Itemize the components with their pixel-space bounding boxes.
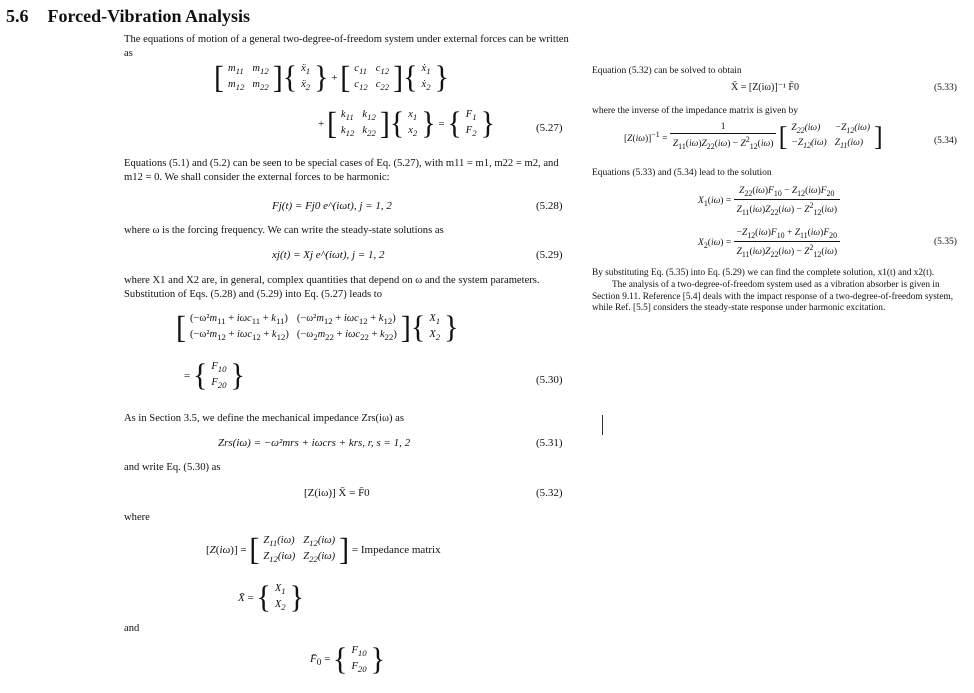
x-vector-definition: X̄ = { $X_1$ $X_2$ } bbox=[238, 580, 305, 615]
equation-5-31-number: (5.31) bbox=[536, 437, 563, 449]
closing-paragraph-2: The analysis of a two-degree-of-freedom system used as a vibration absorber is given in Section 9.11. Reference [5.4] deals with the impact response of a two-degree-of-freedom system, while Ref. [5.5] considers the steady-state response under harmonic excitation. bbox=[592, 280, 954, 313]
equation-5-27-number: (5.27) bbox=[536, 122, 563, 134]
text-cursor bbox=[602, 415, 603, 435]
complex-quantities-paragraph: where X1 and X2 are, in general, complex quantities that depend on ω and the system parameters. Substitution of Eqs. (5.28) and (5.29) into Eq. (5.27) leads to bbox=[124, 275, 540, 300]
section-heading bbox=[6, 6, 250, 27]
solve-paragraph: Equation (5.32) can be solved to obtain bbox=[592, 66, 742, 76]
equation-5-28-number: (5.28) bbox=[536, 200, 563, 212]
equation-5-35-x2: $X_2(i\omega)$ = $\frac{-Z_{12}(i\omega)F_{10} + Z_{11}(i\omega)F_{20}}{Z_{11}(i\omega)Z_{22}(i\omega) - Z^2_{12}(i\omega)}$ bbox=[698, 228, 840, 259]
impedance-matrix-label: = Impedance matrix bbox=[351, 544, 441, 557]
write-paragraph: and write Eq. (5.30) as bbox=[124, 462, 221, 473]
equation-5-35-x1: $X_1(i\omega)$ = $\frac{Z_{22}(i\omega)F_{10} - Z_{12}(i\omega)F_{20}}{Z_{11}(i\omega)Z_{22}(i\omega) - Z^2_{12}(i\omega)}$ bbox=[698, 186, 840, 217]
equation-5-33: X̄ = [Z(iω)]⁻¹ F̄0 bbox=[731, 82, 799, 93]
equation-5-29-number: (5.29) bbox=[536, 249, 563, 261]
intro-paragraph: The equations of motion of a general two-degree-of-freedom system under external forces can be written as bbox=[124, 34, 569, 59]
equation-5-31: Zrs(iω) = −ω²mrs + iωcrs + krs, r, s = 1, 2 bbox=[218, 437, 411, 449]
equation-5-27-line2: + [ $k_{11}$ $k_{12}$ $k_{12}$ $k_{22}$ ]{ $x_1$ $x_2$ } = { $F_1$ $F_2$ } bbox=[318, 106, 495, 141]
impedance-matrix-definition: [Z(iω)] = [ $Z_{11}(i\omega)$ $Z_{12}(i\omega)$ $Z_{12}(i\omega)$ $Z_{22}(i\omega)$ ] = Impedance matrix bbox=[206, 532, 441, 567]
section-number: 5.6 bbox=[6, 6, 29, 26]
equation-5-30-matrix: [ $(-\omega^2m_{11} + i\omega c_{11} + k_{11})$ $(-\omega^2m_{12} + i\omega c_{12} + k_{12})$ $(-\omega^2m_{12} + i\omega c_{12} + k_{12})$ $(-\omega_2m_{22} + i\omega c_{22} + k_{22})$ ]{ $X_1$ $X_2$ } bbox=[176, 310, 459, 345]
lead-paragraph: Equations (5.33) and (5.34) lead to the solution bbox=[592, 168, 772, 178]
equation-5-32-number: (5.32) bbox=[536, 487, 563, 499]
equation-5-29: xj(t) = Xj e^(iωt), j = 1, 2 bbox=[272, 249, 385, 261]
equation-5-30-number: (5.30) bbox=[536, 374, 563, 386]
equation-5-35-number: (5.35) bbox=[934, 237, 957, 247]
f0-vector-definition: $F̄_0$ = { $F_{10}$ $F_{20}$ } bbox=[310, 642, 386, 677]
forcing-paragraph: where ω is the forcing frequency. We can write the steady-state solutions as bbox=[124, 225, 444, 236]
equation-5-27-line1: [ $m_{11}$ $m_{12}$ $m_{12}$ $m_{22}$ ]{ ẍ$_1$ ẍ$_2$ } + [ $c_{11}$ $c_{12}$ $c_{12}$ $c_{22}$ ]{ ẋ$_1$ ẋ$_2$ } bbox=[214, 60, 449, 95]
inverse-paragraph: where the inverse of the impedance matrix is given by bbox=[592, 106, 799, 116]
and-label: and bbox=[124, 623, 140, 634]
equation-5-34: $[Z(i\omega)]^{-1}$ = $\frac{1}{Z_{11}(i\omega)Z_{22}(i\omega) - Z^2_{12}(i\omega)}$ [ $Z_{22}(i\omega)$ $-Z_{12}(i\omega)$ $-Z_{12}(i\omega)$ $Z_{11}(i\omega)$ ] bbox=[624, 121, 883, 152]
equation-5-32: [Z(iω)] X̄ = F̄0 bbox=[304, 487, 370, 499]
closing-paragraph-1: By substituting Eq. (5.35) into Eq. (5.29) we can find the complete solution, x1(t) and x2(t). bbox=[592, 268, 935, 278]
equation-5-30-rhs: = { $F_{10}$ $F_{20}$ } bbox=[184, 358, 245, 393]
equation-5-33-number: (5.33) bbox=[934, 83, 957, 93]
equation-5-34-number: (5.34) bbox=[934, 136, 957, 146]
equation-5-28: Fj(t) = Fj0 e^(iωt), j = 1, 2 bbox=[272, 200, 392, 212]
impedance-definition-paragraph: As in Section 3.5, we define the mechanical impedance Zrs(iω) as bbox=[124, 413, 404, 424]
special-case-paragraph: Equations (5.1) and (5.2) can be seen to be special cases of Eq. (5.27), with m11 = m1, m22 = m2, and m12 = 0. We shall consider the external forces to be harmonic: bbox=[124, 158, 559, 183]
section-title: Forced-Vibration Analysis bbox=[47, 6, 251, 26]
where-label: where bbox=[124, 512, 150, 523]
